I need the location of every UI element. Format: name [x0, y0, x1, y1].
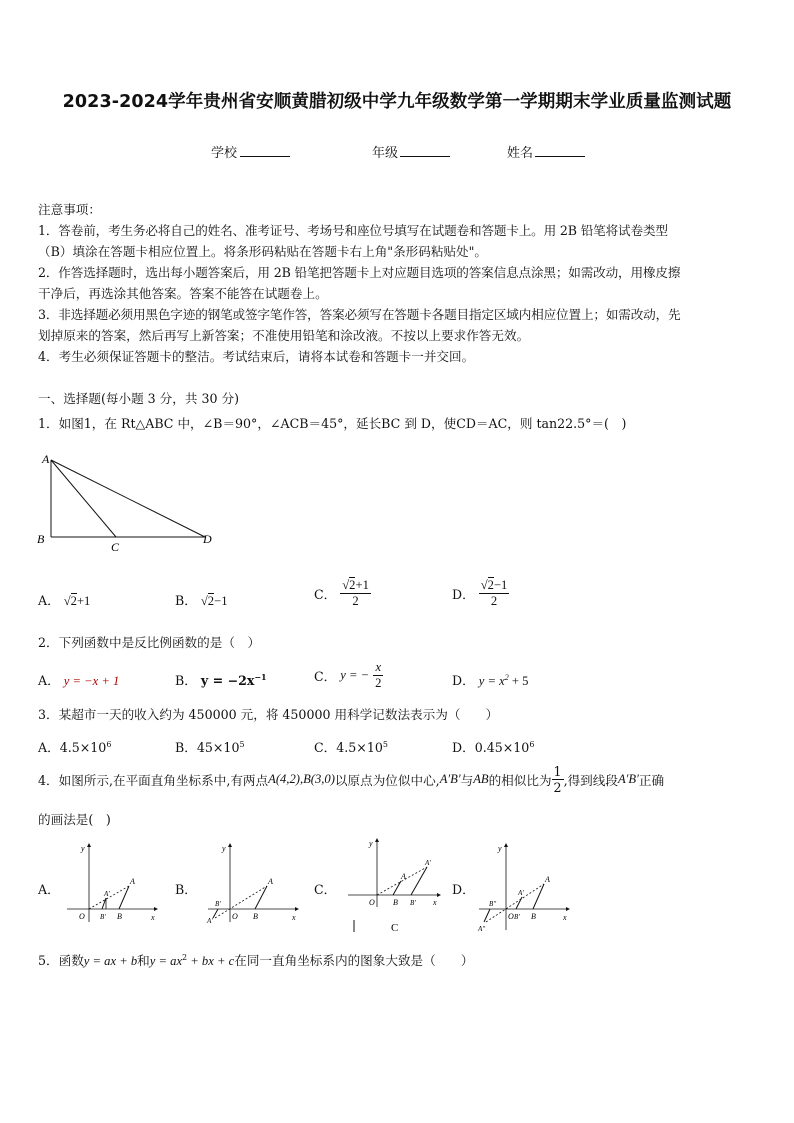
svg-text:y: y: [498, 844, 502, 853]
note-3b: 划掉原来的答案，然后再写上新答案；不准使用铅笔和涂改液。不按以上要求作答无效。: [38, 328, 530, 343]
svg-text:x: x: [433, 898, 437, 907]
q2-option-c-left: y = −: [340, 668, 370, 682]
q4-option-a[interactable]: A．: [38, 882, 60, 897]
q3-option-a[interactable]: A．$4.5\times 10^6$: [38, 739, 112, 755]
svg-text:B′: B′: [100, 913, 106, 921]
name-field: [507, 142, 533, 161]
q1-stem: 1．如图1，在 Rt△ABC 中，∠B＝90°，∠ACB＝45°，延长BC 到 D，使CD＝AC，则 tan22.5°＝( ): [38, 416, 627, 431]
exam-title: 2023-2024学年贵州省安顺黄腊初级中学九年级数学第一学期期末学业质量监测试题: [62, 92, 732, 112]
q1-option-a[interactable]: [38, 590, 90, 609]
q1-option-c-expr: $\frac{√2+1}{2}$: [342, 578, 369, 608]
q2-option-d[interactable]: [452, 670, 528, 689]
svg-text:x: x: [151, 913, 155, 922]
q1-option-d-expr: $\frac{√2-1}{2}$: [480, 578, 508, 608]
name-blank: [535, 155, 585, 157]
svg-text:O: O: [369, 898, 375, 907]
q3-stem: 3．某超市一天的收入约为 450000 元，将 450000 用科学记数法表示为（ ）: [38, 707, 499, 722]
note-1b: （B）填涂在答题卡相应位置上。将条形码粘贴在答题卡右上角"条形码粘贴处"。: [38, 244, 488, 259]
svg-text:O: O: [232, 912, 238, 921]
q3-option-b[interactable]: B．$45\times 10^5$: [175, 739, 245, 755]
q1-option-c[interactable]: [314, 578, 371, 609]
svg-text:B′: B′: [514, 913, 520, 921]
q1-option-b-label: B．: [175, 593, 197, 608]
q4-graph-a: [64, 842, 159, 924]
q1-figure: [34, 448, 224, 558]
q1-option-d[interactable]: [452, 578, 509, 609]
svg-text:B: B: [393, 898, 398, 907]
q4-option-b[interactable]: B．: [175, 882, 197, 897]
note-2b: 干净后，再选涂其他答案。答案不能答在试题卷上。: [38, 286, 328, 301]
q1-option-a-expr: √2+1: [63, 594, 91, 608]
svg-text:O: O: [508, 912, 514, 921]
q2-option-a[interactable]: [38, 670, 119, 689]
q2-option-c-frac: $\frac{x}{2}$: [375, 660, 382, 690]
q1-option-d-label: D．: [452, 587, 475, 602]
school-blank: [240, 155, 290, 157]
q4-graph-c: [345, 837, 445, 937]
q2-option-c[interactable]: [314, 660, 383, 691]
svg-text:A: A: [268, 877, 273, 886]
section-heading: 一、选择题(每小题 3 分，共 30 分): [38, 391, 240, 406]
q1-option-c-label: C．: [314, 587, 337, 602]
svg-text:O: O: [79, 912, 85, 921]
q5-stem: 5．函数y = ax + b和$y = ax^2$ + bx + c在同一直角坐标系内的图象大致是（ ）: [38, 952, 474, 968]
q3-option-c[interactable]: C．$4.5\times 10^5$: [314, 739, 388, 755]
q1-option-b-expr: √2−1: [200, 594, 228, 608]
note-4: 4．考生必须保证答题卡的整洁。考试结束后，请将本试卷和答题卡一并交回。: [38, 349, 475, 364]
grade-label: 年级: [372, 146, 399, 161]
q1-label-c: C: [111, 540, 120, 554]
svg-text:y: y: [222, 844, 226, 853]
svg-text:B′: B′: [215, 900, 221, 908]
q4-stem-line2: 的画法是( ): [38, 812, 111, 827]
q4-option-c[interactable]: C．: [314, 882, 337, 897]
q4-c-caption: C: [391, 922, 399, 934]
svg-text:x: x: [563, 913, 567, 922]
svg-text:B′: B′: [410, 899, 416, 907]
q1-seg-ac: [51, 460, 116, 537]
q2-option-a-label: A．: [38, 673, 60, 688]
svg-text:A″: A″: [478, 925, 486, 933]
svg-text:y: y: [369, 839, 373, 848]
q2-option-b[interactable]: [175, 670, 267, 689]
q2-option-b-expr: $y = -2x^{-1}$: [200, 671, 267, 688]
school-label: 学校: [211, 146, 238, 161]
svg-text:A′: A′: [207, 917, 213, 924]
q2-option-c-label: C．: [314, 669, 337, 684]
q4-graph-b: [205, 842, 300, 924]
q2-option-a-expr: y = −x + 1: [63, 674, 120, 688]
svg-text:A′: A′: [425, 859, 431, 867]
notes-heading: 注意事项：: [38, 202, 101, 217]
svg-text:B″: B″: [489, 900, 497, 908]
svg-text:B: B: [253, 912, 258, 921]
svg-text:B: B: [531, 912, 536, 921]
svg-text:x: x: [292, 913, 296, 922]
q4-graph-d: [476, 842, 571, 937]
q1-label-d: D: [203, 532, 212, 546]
note-2a: 2．作答选择题时，选出每小题答案后，用 2B 铅笔把答题卡上对应题目选项的答案信息点涂黑；如需改动，用橡皮擦: [38, 265, 681, 280]
name-label: 姓名: [507, 146, 534, 161]
q1-option-b[interactable]: [175, 590, 228, 609]
q2-option-b-label: B．: [175, 673, 197, 688]
grade-blank: [400, 155, 450, 157]
svg-text:B: B: [117, 912, 122, 921]
q1-label-a: A: [42, 452, 50, 466]
school-field: [211, 142, 237, 161]
q2-option-d-label: D．: [452, 673, 475, 688]
svg-text:A: A: [130, 877, 135, 886]
note-3a: 3．非选择题必须用黑色字迹的钢笔或签字笔作答，答案必须写在答题卡各题目指定区域内相应位置上；如需改动，先: [38, 307, 681, 322]
svg-text:A: A: [401, 872, 406, 881]
note-1a: 1．答卷前，考生务必将自己的姓名、准考证号、考场号和座位号填写在试题卷和答题卡上。用 2B 铅笔将试卷类型: [38, 223, 668, 238]
q1-option-a-label: A．: [38, 593, 60, 608]
q1-label-b: B: [37, 532, 45, 546]
svg-text:y: y: [81, 844, 85, 853]
q2-option-d-expr: $y = x^2 + 5$: [478, 672, 529, 688]
q4-option-d[interactable]: D．: [452, 882, 475, 897]
svg-text:A′: A′: [104, 890, 110, 898]
q1-seg-ad: [51, 460, 205, 537]
q4-stem: 4．如图所示,在平面直角坐标系中,有两点A(4,2),B(3,0)以原点为位似中心,A′B′与AB的相似比为 $\frac{1}{2}$ ,得到线段A′B′正确: [38, 764, 665, 795]
q2-stem: 2．下列函数中是反比例函数的是（ ）: [38, 635, 261, 650]
svg-text:A′: A′: [518, 889, 524, 897]
grade-field: [372, 142, 398, 161]
svg-text:A: A: [545, 875, 550, 884]
q3-option-d[interactable]: D．$0.45\times 10^6$: [452, 739, 535, 755]
